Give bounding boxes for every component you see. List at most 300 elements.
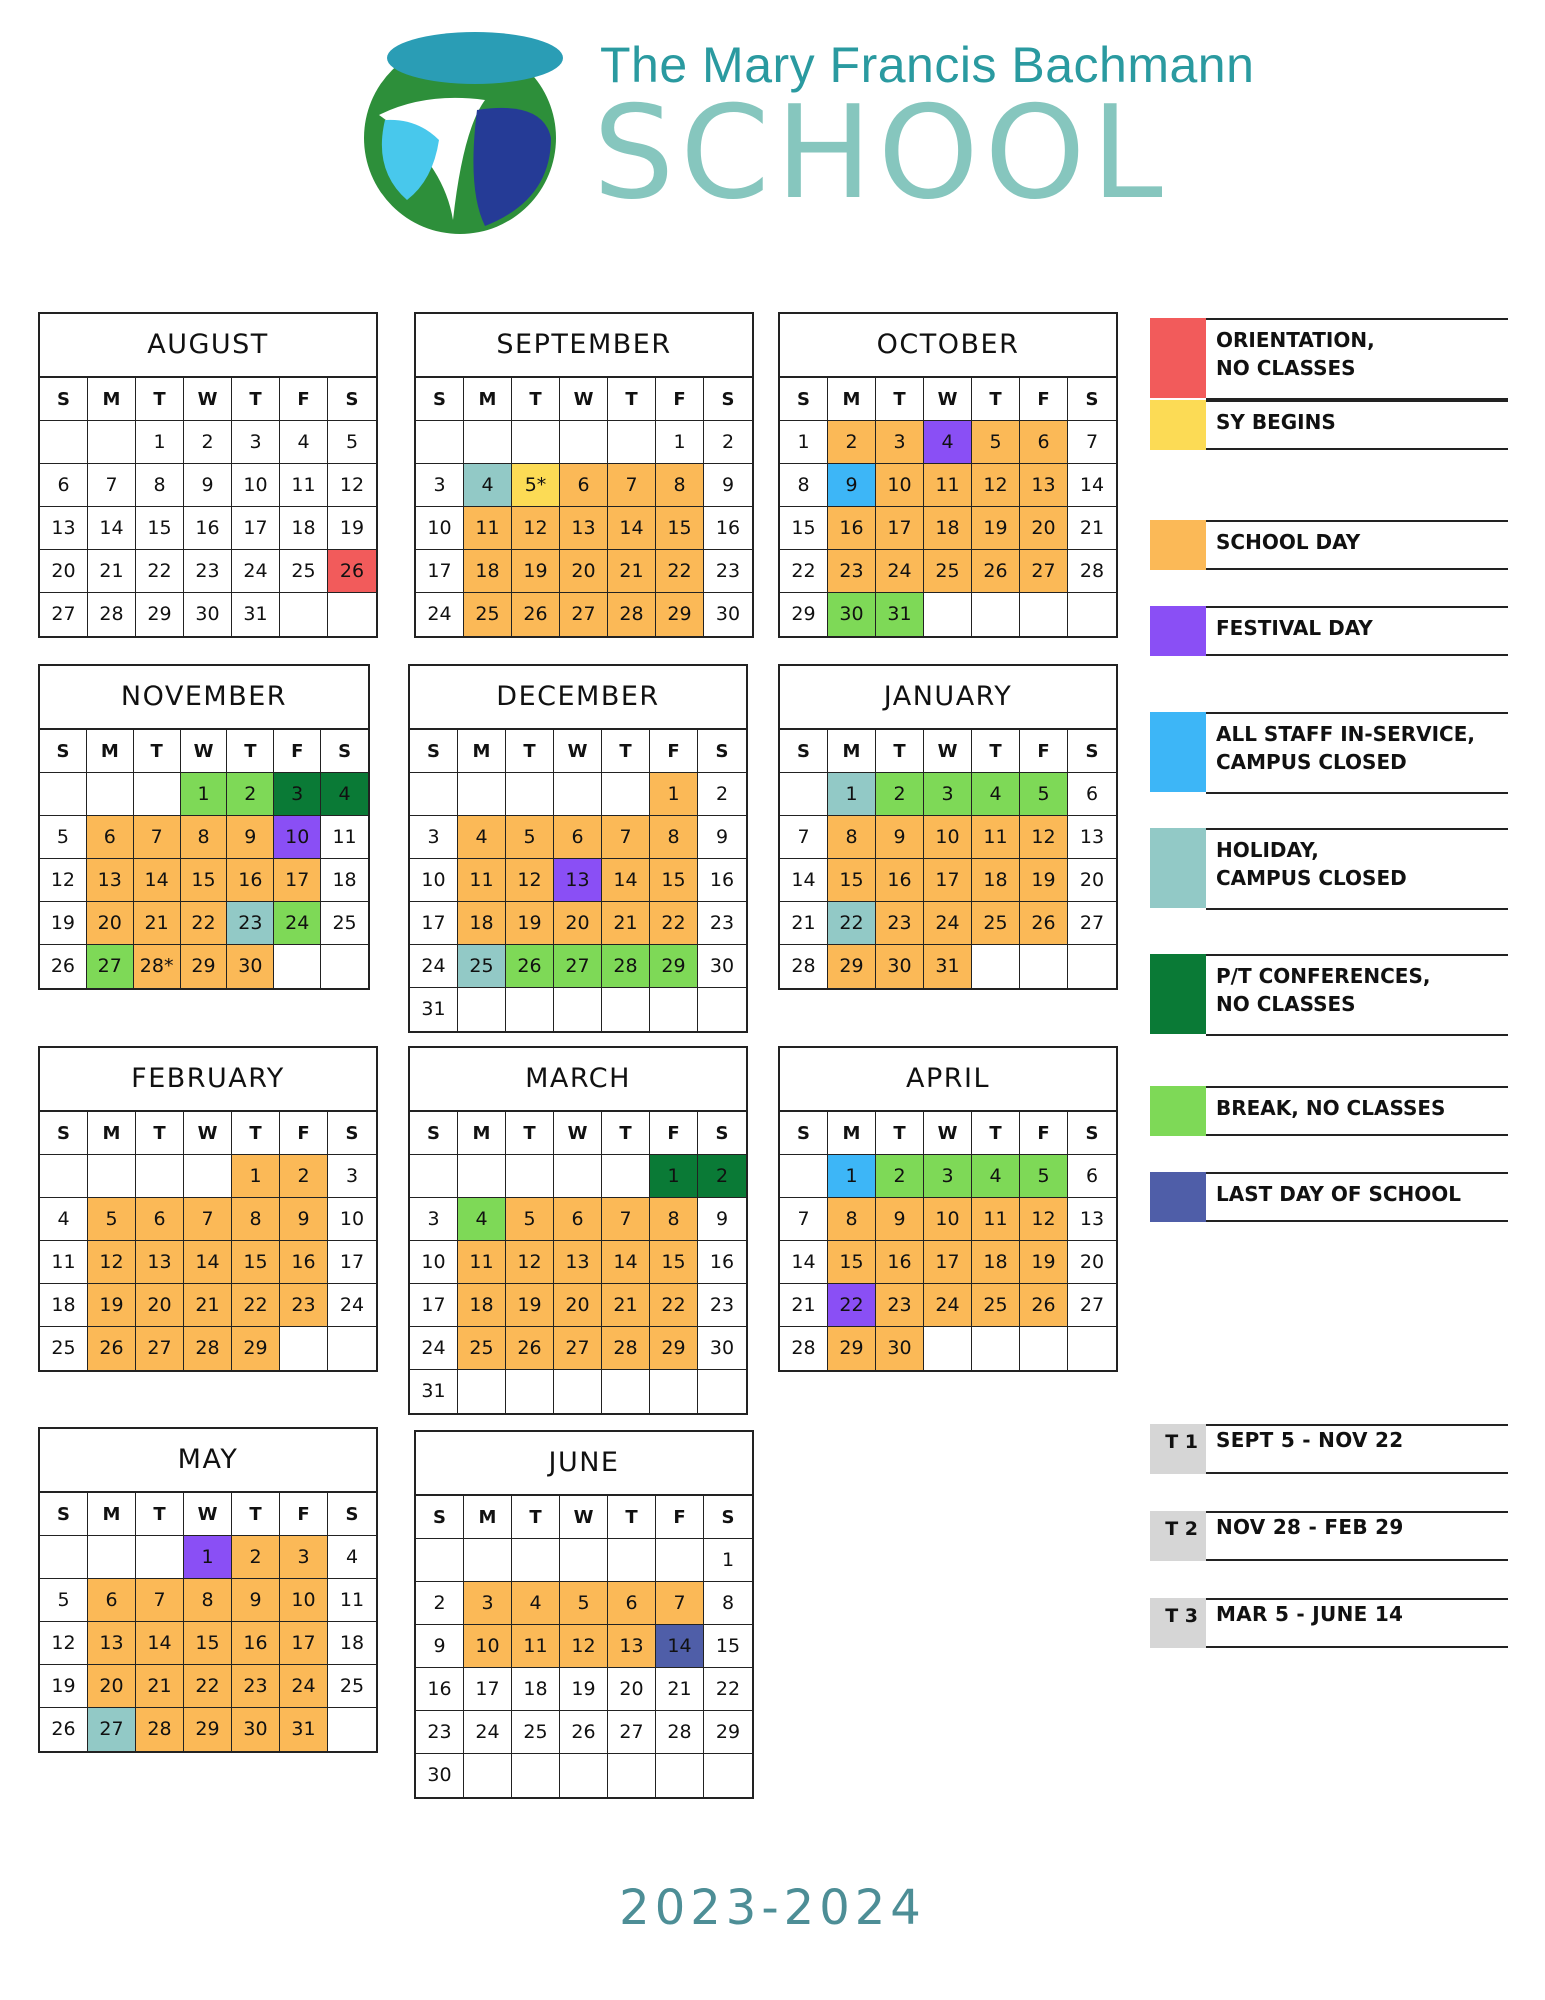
day-cell: 13 xyxy=(608,1625,656,1668)
empty-cell xyxy=(972,593,1020,636)
day-cell: 16 xyxy=(698,1241,746,1284)
weekday-header: S xyxy=(328,378,376,421)
day-cell: 18 xyxy=(464,550,512,593)
month-title: FEBRUARY xyxy=(40,1048,376,1112)
legend-label: ORIENTATION, NO CLASSES xyxy=(1216,328,1375,380)
day-cell: 11 xyxy=(40,1241,88,1284)
legend-label: BREAK, NO CLASSES xyxy=(1216,1096,1446,1120)
weekday-header: W xyxy=(184,378,232,421)
day-cell: 26 xyxy=(328,550,376,593)
weekday-header: T xyxy=(512,378,560,421)
day-cell: 27 xyxy=(1068,902,1116,945)
day-cell: 10 xyxy=(410,1241,458,1284)
day-cell: 11 xyxy=(972,1198,1020,1241)
day-cell: 24 xyxy=(410,1327,458,1370)
day-cell: 19 xyxy=(1020,1241,1068,1284)
legend-rule xyxy=(1206,400,1508,402)
day-cell: 8 xyxy=(650,816,698,859)
empty-cell xyxy=(1068,593,1116,636)
weekday-header: W xyxy=(924,378,972,421)
day-cell: 22 xyxy=(650,902,698,945)
day-cell: 5 xyxy=(1020,773,1068,816)
day-cell: 8 xyxy=(184,1579,232,1622)
month-title: AUGUST xyxy=(40,314,376,378)
legend-rule xyxy=(1206,712,1508,714)
day-cell: 6 xyxy=(1068,773,1116,816)
month-grid xyxy=(780,730,1116,988)
weekday-header: S xyxy=(328,1493,376,1536)
weekday-header: F xyxy=(274,730,321,773)
empty-cell xyxy=(1068,945,1116,988)
term-tag: T 2 xyxy=(1150,1511,1206,1561)
day-cell: 5 xyxy=(506,816,554,859)
day-cell: 6 xyxy=(554,816,602,859)
school-year: 2023-2024 xyxy=(619,1880,926,1936)
day-cell: 3 xyxy=(410,816,458,859)
day-cell: 10 xyxy=(232,464,280,507)
day-cell: 26 xyxy=(972,550,1020,593)
day-cell: 17 xyxy=(410,902,458,945)
day-cell: 10 xyxy=(328,1198,376,1241)
legend-swatch xyxy=(1150,1172,1206,1222)
day-cell: 1 xyxy=(184,1536,232,1579)
day-cell: 7 xyxy=(88,464,136,507)
day-cell: 15 xyxy=(656,507,704,550)
day-cell: 4 xyxy=(280,421,328,464)
day-cell: 12 xyxy=(506,859,554,902)
empty-cell xyxy=(1020,945,1068,988)
weekday-header: S xyxy=(1068,378,1116,421)
day-cell: 19 xyxy=(512,550,560,593)
day-cell: 7 xyxy=(602,816,650,859)
legend-label: SY BEGINS xyxy=(1216,410,1336,434)
day-cell: 18 xyxy=(512,1668,560,1711)
month-grid xyxy=(40,1493,376,1751)
weekday-header: W xyxy=(184,1493,232,1536)
day-cell: 4 xyxy=(924,421,972,464)
month-february xyxy=(38,1046,378,1372)
day-cell: 5* xyxy=(512,464,560,507)
day-cell: 12 xyxy=(972,464,1020,507)
day-cell: 4 xyxy=(321,773,368,816)
day-cell: 9 xyxy=(416,1625,464,1668)
day-cell: 30 xyxy=(828,593,876,636)
day-cell: 1 xyxy=(656,421,704,464)
day-cell: 8 xyxy=(780,464,828,507)
legend-item-holiday xyxy=(1150,828,1508,912)
day-cell: 18 xyxy=(280,507,328,550)
weekday-header: T xyxy=(506,730,554,773)
day-cell: 9 xyxy=(232,1579,280,1622)
legend-rule xyxy=(1206,1134,1508,1136)
month-march xyxy=(408,1046,748,1415)
day-cell: 28 xyxy=(88,593,136,636)
day-cell: 24 xyxy=(416,593,464,636)
weekday-header: T xyxy=(136,1493,184,1536)
day-cell: 23 xyxy=(184,550,232,593)
day-cell: 2 xyxy=(184,421,232,464)
legend-item-conference xyxy=(1150,954,1508,1038)
weekday-header: S xyxy=(704,378,752,421)
weekday-header: M xyxy=(828,1112,876,1155)
day-cell: 5 xyxy=(560,1582,608,1625)
legend-swatch xyxy=(1150,954,1206,1034)
weekday-header: W xyxy=(184,1112,232,1155)
day-cell: 4 xyxy=(464,464,512,507)
legend-rule xyxy=(1206,1172,1508,1174)
weekday-header: W xyxy=(924,1112,972,1155)
weekday-header: T xyxy=(876,1112,924,1155)
day-cell: 29 xyxy=(656,593,704,636)
empty-cell xyxy=(40,1155,88,1198)
month-title: NOVEMBER xyxy=(40,666,368,730)
empty-cell xyxy=(656,1754,704,1797)
empty-cell xyxy=(554,988,602,1031)
weekday-header: S xyxy=(698,1112,746,1155)
weekday-header: W xyxy=(560,1496,608,1539)
empty-cell xyxy=(410,1155,458,1198)
day-cell: 6 xyxy=(40,464,88,507)
day-cell: 31 xyxy=(410,988,458,1031)
day-cell: 10 xyxy=(876,464,924,507)
day-cell: 11 xyxy=(464,507,512,550)
day-cell: 16 xyxy=(828,507,876,550)
day-cell: 19 xyxy=(40,902,87,945)
day-cell: 17 xyxy=(416,550,464,593)
term-rule xyxy=(1206,1424,1508,1426)
legend-swatch xyxy=(1150,712,1206,792)
weekday-header: S xyxy=(704,1496,752,1539)
day-cell: 8 xyxy=(181,816,228,859)
term-rule xyxy=(1206,1598,1508,1600)
day-cell: 7 xyxy=(1068,421,1116,464)
day-cell: 23 xyxy=(698,902,746,945)
day-cell: 21 xyxy=(134,902,181,945)
weekday-header: F xyxy=(650,730,698,773)
day-cell: 24 xyxy=(464,1711,512,1754)
day-cell: 18 xyxy=(40,1284,88,1327)
empty-cell xyxy=(554,1370,602,1413)
term-rule xyxy=(1206,1472,1508,1474)
day-cell: 23 xyxy=(876,902,924,945)
weekday-header: M xyxy=(458,1112,506,1155)
day-cell: 6 xyxy=(88,1579,136,1622)
day-cell: 26 xyxy=(560,1711,608,1754)
day-cell: 2 xyxy=(876,773,924,816)
weekday-header: M xyxy=(88,1112,136,1155)
day-cell: 13 xyxy=(560,507,608,550)
day-cell: 8 xyxy=(232,1198,280,1241)
day-cell: 2 xyxy=(698,1155,746,1198)
day-cell: 21 xyxy=(780,1284,828,1327)
day-cell: 15 xyxy=(181,859,228,902)
day-cell: 22 xyxy=(828,902,876,945)
day-cell: 20 xyxy=(608,1668,656,1711)
legend-swatch xyxy=(1150,606,1206,656)
day-cell: 30 xyxy=(698,945,746,988)
day-cell: 2 xyxy=(280,1155,328,1198)
day-cell: 15 xyxy=(828,1241,876,1284)
day-cell: 5 xyxy=(40,816,87,859)
day-cell: 19 xyxy=(328,507,376,550)
empty-cell xyxy=(506,988,554,1031)
weekday-header: S xyxy=(416,378,464,421)
weekday-header: T xyxy=(972,730,1020,773)
day-cell: 27 xyxy=(608,1711,656,1754)
legend-label: FESTIVAL DAY xyxy=(1216,616,1373,640)
day-cell: 27 xyxy=(1068,1284,1116,1327)
day-cell: 7 xyxy=(780,1198,828,1241)
day-cell: 19 xyxy=(88,1284,136,1327)
day-cell: 9 xyxy=(698,1198,746,1241)
day-cell: 7 xyxy=(602,1198,650,1241)
weekday-header: M xyxy=(88,1493,136,1536)
day-cell: 1 xyxy=(136,421,184,464)
legend-label: ALL STAFF IN-SERVICE, CAMPUS CLOSED xyxy=(1216,722,1475,774)
day-cell: 4 xyxy=(512,1582,560,1625)
day-cell: 23 xyxy=(704,550,752,593)
day-cell: 12 xyxy=(40,1622,88,1665)
day-cell: 2 xyxy=(232,1536,280,1579)
empty-cell xyxy=(698,988,746,1031)
legend-rule xyxy=(1206,1034,1508,1036)
day-cell: 12 xyxy=(560,1625,608,1668)
day-cell: 24 xyxy=(328,1284,376,1327)
day-cell: 23 xyxy=(280,1284,328,1327)
empty-cell xyxy=(924,1327,972,1370)
weekday-header: T xyxy=(608,1496,656,1539)
weekday-header: S xyxy=(416,1496,464,1539)
empty-cell xyxy=(650,1370,698,1413)
weekday-header: F xyxy=(650,1112,698,1155)
day-cell: 22 xyxy=(232,1284,280,1327)
empty-cell xyxy=(40,773,87,816)
empty-cell xyxy=(88,1536,136,1579)
day-cell: 8 xyxy=(136,464,184,507)
day-cell: 7 xyxy=(136,1579,184,1622)
day-cell: 1 xyxy=(232,1155,280,1198)
empty-cell xyxy=(560,1754,608,1797)
empty-cell xyxy=(602,1370,650,1413)
day-cell: 12 xyxy=(1020,816,1068,859)
day-cell: 13 xyxy=(87,859,134,902)
empty-cell xyxy=(87,773,134,816)
term-range: SEPT 5 - NOV 22 xyxy=(1216,1428,1404,1452)
day-cell: 25 xyxy=(972,1284,1020,1327)
day-cell: 24 xyxy=(924,1284,972,1327)
school-name-line1: The Mary Francis Bachmann xyxy=(600,37,1255,93)
day-cell: 27 xyxy=(554,945,602,988)
weekday-header: F xyxy=(1020,730,1068,773)
empty-cell xyxy=(464,421,512,464)
day-cell: 5 xyxy=(88,1198,136,1241)
legend-item-festival xyxy=(1150,606,1508,658)
legend-rule xyxy=(1206,568,1508,570)
legend-rule xyxy=(1206,1086,1508,1088)
day-cell: 9 xyxy=(876,816,924,859)
day-cell: 16 xyxy=(698,859,746,902)
weekday-header: S xyxy=(780,1112,828,1155)
empty-cell xyxy=(328,1708,376,1751)
day-cell: 30 xyxy=(184,593,232,636)
day-cell: 16 xyxy=(232,1622,280,1665)
day-cell: 1 xyxy=(704,1539,752,1582)
day-cell: 10 xyxy=(410,859,458,902)
day-cell: 10 xyxy=(416,507,464,550)
day-cell: 17 xyxy=(274,859,321,902)
day-cell: 29 xyxy=(184,1708,232,1751)
weekday-header: F xyxy=(1020,378,1068,421)
legend-rule xyxy=(1206,606,1508,608)
day-cell: 6 xyxy=(1068,1155,1116,1198)
weekday-header: T xyxy=(232,1493,280,1536)
day-cell: 20 xyxy=(88,1665,136,1708)
day-cell: 19 xyxy=(506,902,554,945)
day-cell: 24 xyxy=(274,902,321,945)
day-cell: 7 xyxy=(184,1198,232,1241)
legend-swatch xyxy=(1150,520,1206,570)
month-title: MAY xyxy=(40,1429,376,1493)
month-grid xyxy=(780,378,1116,636)
weekday-header: T xyxy=(602,1112,650,1155)
empty-cell xyxy=(40,1536,88,1579)
day-cell: 15 xyxy=(184,1622,232,1665)
day-cell: 11 xyxy=(924,464,972,507)
day-cell: 6 xyxy=(136,1198,184,1241)
legend-item-inservice xyxy=(1150,712,1508,796)
empty-cell xyxy=(458,1155,506,1198)
day-cell: 26 xyxy=(88,1327,136,1370)
legend-item-break xyxy=(1150,1086,1508,1138)
day-cell: 18 xyxy=(972,1241,1020,1284)
day-cell: 29 xyxy=(181,945,228,988)
day-cell: 9 xyxy=(184,464,232,507)
legend-swatch xyxy=(1150,400,1206,450)
empty-cell xyxy=(704,1754,752,1797)
day-cell: 14 xyxy=(780,1241,828,1284)
weekday-header: W xyxy=(181,730,228,773)
day-cell: 31 xyxy=(232,593,280,636)
month-title: SEPTEMBER xyxy=(416,314,752,378)
day-cell: 3 xyxy=(280,1536,328,1579)
month-august xyxy=(38,312,378,638)
day-cell: 20 xyxy=(1020,507,1068,550)
day-cell: 27 xyxy=(87,945,134,988)
weekday-header: W xyxy=(554,1112,602,1155)
day-cell: 6 xyxy=(1020,421,1068,464)
day-cell: 11 xyxy=(280,464,328,507)
legend-label: P/T CONFERENCES, NO CLASSES xyxy=(1216,964,1431,1016)
day-cell: 28 xyxy=(656,1711,704,1754)
day-cell: 28 xyxy=(602,1327,650,1370)
day-cell: 8 xyxy=(656,464,704,507)
legend-rule xyxy=(1206,908,1508,910)
empty-cell xyxy=(136,1536,184,1579)
weekday-header: M xyxy=(464,1496,512,1539)
day-cell: 7 xyxy=(780,816,828,859)
weekday-header: M xyxy=(87,730,134,773)
day-cell: 5 xyxy=(40,1579,88,1622)
legend-rule xyxy=(1206,318,1508,320)
day-cell: 26 xyxy=(1020,1284,1068,1327)
day-cell: 3 xyxy=(876,421,924,464)
weekday-header: S xyxy=(40,730,87,773)
day-cell: 28 xyxy=(780,1327,828,1370)
day-cell: 29 xyxy=(650,1327,698,1370)
empty-cell xyxy=(506,773,554,816)
day-cell: 25 xyxy=(321,902,368,945)
weekday-header: W xyxy=(554,730,602,773)
day-cell: 10 xyxy=(274,816,321,859)
weekday-header: T xyxy=(876,378,924,421)
day-cell: 1 xyxy=(181,773,228,816)
day-cell: 13 xyxy=(554,1241,602,1284)
day-cell: 24 xyxy=(232,550,280,593)
day-cell: 17 xyxy=(280,1622,328,1665)
day-cell: 8 xyxy=(828,816,876,859)
day-cell: 15 xyxy=(650,859,698,902)
weekday-header: T xyxy=(136,1112,184,1155)
empty-cell xyxy=(608,1754,656,1797)
day-cell: 4 xyxy=(458,1198,506,1241)
day-cell: 12 xyxy=(328,464,376,507)
weekday-header: M xyxy=(828,378,876,421)
day-cell: 6 xyxy=(554,1198,602,1241)
day-cell: 5 xyxy=(972,421,1020,464)
day-cell: 23 xyxy=(227,902,274,945)
month-grid xyxy=(40,378,376,636)
day-cell: 29 xyxy=(828,1327,876,1370)
day-cell: 14 xyxy=(656,1625,704,1668)
day-cell: 30 xyxy=(715,603,741,625)
day-cell: 26 xyxy=(1020,902,1068,945)
day-cell: 4 xyxy=(458,816,506,859)
day-cell: 10 xyxy=(280,1579,328,1622)
empty-cell xyxy=(410,773,458,816)
day-cell: 29 xyxy=(650,945,698,988)
day-cell: 20 xyxy=(87,902,134,945)
day-cell: 10 xyxy=(924,1198,972,1241)
legend-item-sy-begins xyxy=(1150,400,1508,452)
day-cell: 21 xyxy=(136,1665,184,1708)
day-cell: 28 xyxy=(602,945,650,988)
day-cell: 15 xyxy=(650,1241,698,1284)
empty-cell xyxy=(321,945,368,988)
day-cell: 4 xyxy=(972,1155,1020,1198)
month-december xyxy=(408,664,748,1033)
weekday-header: T xyxy=(232,378,280,421)
empty-cell xyxy=(280,1327,328,1370)
day-cell: 4 xyxy=(972,773,1020,816)
day-cell: 29 xyxy=(704,1711,752,1754)
day-cell: 8 xyxy=(704,1582,752,1625)
day-cell: 16 xyxy=(227,859,274,902)
day-cell: 22 xyxy=(704,1668,752,1711)
empty-cell xyxy=(560,421,608,464)
day-cell: 19 xyxy=(506,1284,554,1327)
day-cell: 29 xyxy=(828,945,876,988)
weekday-header: S xyxy=(40,1493,88,1536)
day-cell: 26 xyxy=(40,945,87,988)
empty-cell xyxy=(88,1155,136,1198)
month-june xyxy=(414,1430,754,1799)
weekday-header: S xyxy=(321,730,368,773)
empty-cell xyxy=(506,1155,554,1198)
empty-cell xyxy=(280,593,328,636)
empty-cell xyxy=(698,1370,746,1413)
day-cell: 14 xyxy=(136,1622,184,1665)
day-cell: 22 xyxy=(656,550,704,593)
